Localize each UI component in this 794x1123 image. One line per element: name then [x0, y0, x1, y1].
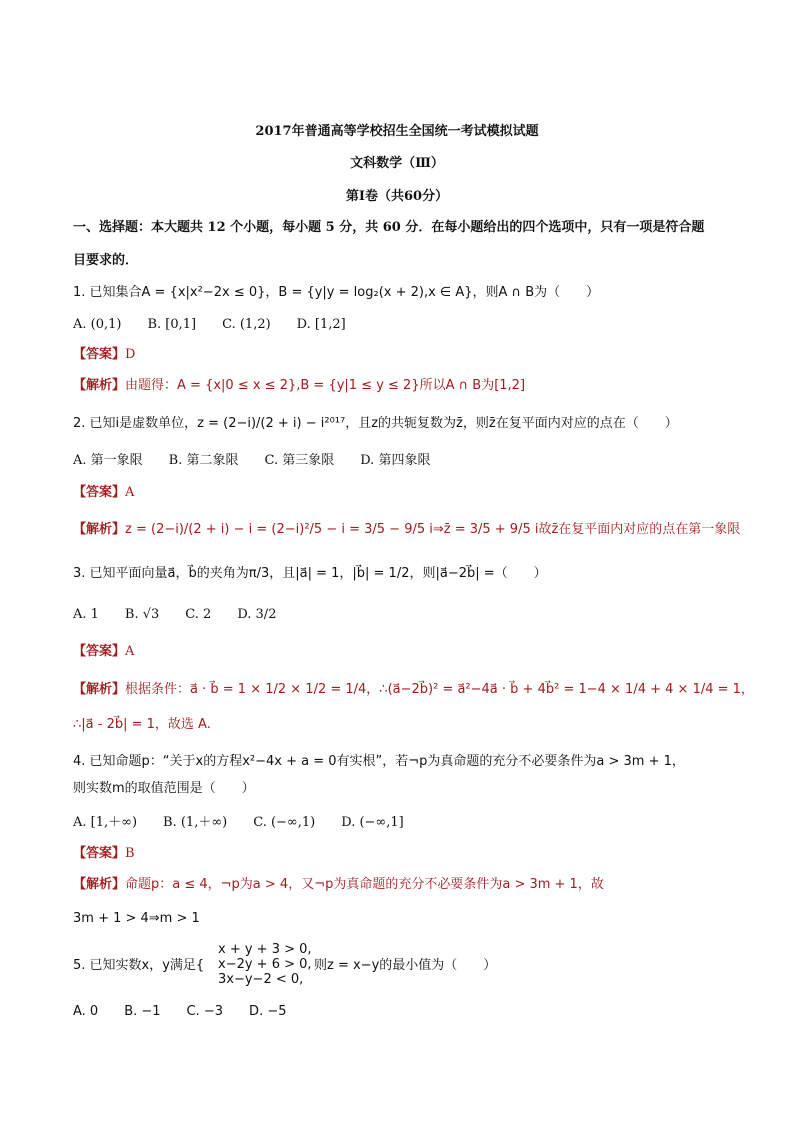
section-intro-line2: 目要求的．	[73, 253, 139, 268]
question-2-answer	[73, 484, 134, 502]
analysis-text: z = (2−i)/(2 + i) − i = (2−i)²/5 − i = 3/5 − 9/5 i⇒z̄ = 3/5 + 9/5 i故z̄在复平面内对应的点在第一象限	[125, 522, 741, 537]
question-5-stem-suffix: 则z = x−y的最小值为（ ）	[314, 958, 497, 973]
question-5-options: A. 0 B. −1 C. −3 D. −5	[73, 1004, 287, 1019]
answer-value: A	[125, 485, 135, 500]
question-4-stem-line1: 4. 已知命题p：“关于x的方程x²−4x + a = 0有实根”，若¬p为真命题的充分不必要条件为a > 3m + 1，	[73, 754, 685, 769]
question-3-stem: 3. 已知平面向量a⃗，b⃗的夹角为π/3，且|a⃗| = 1，|b⃗| = 1/2，则|a⃗−2b⃗| =（ ）	[73, 566, 547, 581]
question-1-analysis	[73, 377, 525, 395]
analysis-label: 【解析】	[73, 682, 126, 697]
volume-heading: 第Ⅰ卷（共60分）	[345, 189, 449, 204]
question-1-options: A. (0,1) B. [0,1] C. (1,2) D. [1,2]	[73, 317, 346, 332]
analysis-label: 【解析】	[73, 877, 126, 892]
analysis-text: 根据条件：a⃗ · b⃗ = 1 × 1/2 × 1/2 = 1/4，∴(a⃗−2b⃗)² = a⃗²−4a⃗ · b⃗ + 4b⃗² = 1−4 × 1/4 + 4 × 1/4 = 1，	[125, 682, 754, 697]
answer-label: 【答案】	[73, 644, 126, 659]
answer-label: 【答案】	[73, 846, 126, 861]
question-5-system-eq3: 3x−y−2 < 0,	[218, 972, 304, 987]
question-3-options: A. 1 B. √3 C. 2 D. 3/2	[73, 607, 277, 622]
answer-value: D	[125, 347, 136, 362]
question-3-answer	[73, 643, 134, 661]
section-intro-line1: 一、选择题：本大题共 12 个小题，每小题 5 分，共 60 分．在每小题给出的四个选项中，只有一项是符合题	[73, 220, 705, 235]
page-subtitle: 文科数学（Ⅲ）	[350, 156, 444, 171]
question-4-answer	[73, 845, 135, 863]
question-4-options: A. [1,＋∞) B. (1,＋∞) C. (−∞,1) D. (−∞,1]	[73, 815, 404, 830]
page-title: 2017年普通高等学校招生全国统一考试模拟试题	[255, 124, 539, 139]
question-2-stem: 2. 已知i是虚数单位，z = (2−i)/(2 + i) − i²⁰¹⁷，且z的共轭复数为z̄，则z̄在复平面内对应的点在（ ）	[73, 416, 678, 431]
answer-value: A	[125, 644, 135, 659]
question-2-options: A. 第一象限 B. 第二象限 C. 第三象限 D. 第四象限	[73, 453, 431, 468]
question-3-analysis-line2: ∴|a⃗ - 2b⃗| = 1，故选 A.	[73, 717, 211, 732]
analysis-label: 【解析】	[73, 522, 126, 537]
question-5-system-eq2: x−2y + 6 > 0,	[218, 957, 312, 972]
answer-label: 【答案】	[73, 347, 126, 362]
question-3-analysis-line1	[73, 681, 754, 699]
analysis-label: 【解析】	[73, 378, 126, 393]
question-5-system-eq1: x + y + 3 > 0,	[218, 942, 312, 957]
question-1-answer	[73, 346, 135, 364]
question-4-analysis-line2: 3m + 1 > 4⇒m > 1	[73, 911, 200, 926]
question-4-stem-line2: 则实数m的取值范围是（ ）	[73, 781, 255, 796]
question-4-analysis-line1	[73, 876, 604, 894]
answer-label: 【答案】	[73, 485, 126, 500]
question-1-stem: 1. 已知集合A = {x|x²−2x ≤ 0}，B = {y|y = log₂(x + 2),x ∈ A}，则A ∩ B为（ ）	[73, 285, 600, 300]
analysis-text: 由题得：A = {x|0 ≤ x ≤ 2},B = {y|1 ≤ y ≤ 2}所以A ∩ B为[1,2]	[125, 378, 526, 393]
question-5-stem-prefix: 5. 已知实数x，y满足{	[73, 958, 205, 973]
answer-value: B	[125, 846, 135, 861]
analysis-text: 命题p：a ≤ 4，¬p为a > 4，又¬p为真命题的充分不必要条件为a > 3m + 1，故	[125, 877, 604, 892]
question-2-analysis	[73, 521, 740, 539]
